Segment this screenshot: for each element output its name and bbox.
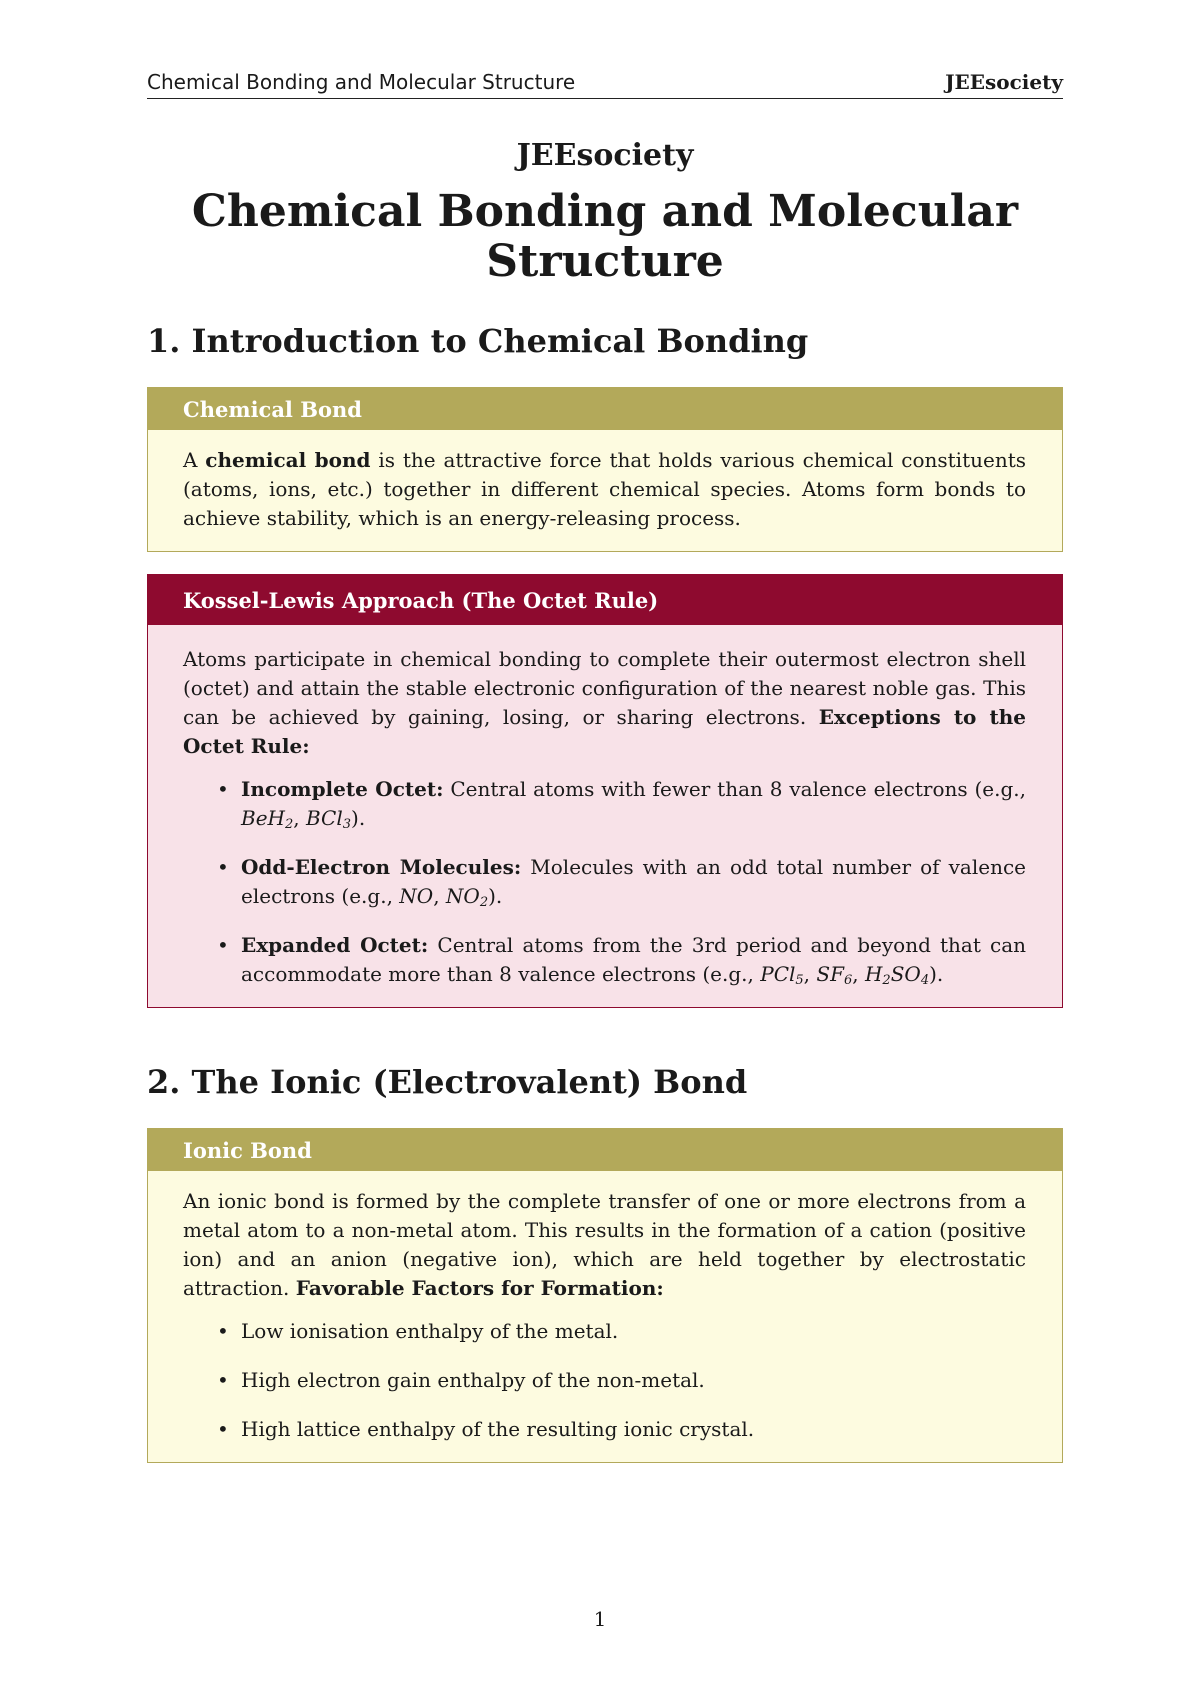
bullet-icon: • [217, 777, 229, 801]
section-heading-introduction: 1. Introduction to Chemical Bonding [147, 322, 809, 360]
list-item: • Incomplete Octet: Central atoms with fewer than 8 valence electrons (e.g., BeH$_2$, BCl$_3$). [217, 777, 1027, 832]
chemical-bond-box-title: Chemical Bond [148, 388, 1062, 430]
list-item-text: Low ionisation enthalpy of the metal. [241, 1319, 619, 1343]
section-heading-ionic-bond: 2. The Ionic (Electrovalent) Bond [147, 1063, 748, 1101]
ionic-bond-text: An ionic bond is formed by the complete transfer of one or more electrons from a metal atom to a non-metal atom. This results in the formation of a cation (positive ion) and an anion (negative ion), which are held together by electrostatic attraction. [183, 1189, 1026, 1300]
octet-exceptions-label: Exceptions to the Octet Rule: [183, 705, 1026, 758]
list-item [183, 1366, 1026, 1395]
page-title-line-2: Structure [486, 236, 724, 287]
page-title-line-1: Chemical Bonding and Molecular [191, 186, 1019, 237]
list-item-text: Molecules with an odd total number of valence electrons (e.g., [241, 855, 1026, 908]
bullet-icon: • [217, 1319, 229, 1343]
bullet-icon: • [217, 1417, 229, 1441]
ionic-bond-box-body [148, 1171, 1062, 1462]
list-item-text: Central atoms with fewer than 8 valence electrons (e.g., [450, 777, 1027, 801]
kossel-lewis-box-body [148, 625, 1062, 1007]
header-document-title: Chemical Bonding and Molecular Structure [147, 70, 576, 94]
list-item-text: High lattice enthalpy of the resulting ionic crystal. [241, 1417, 755, 1441]
kossel-lewis-paragraph [183, 645, 1026, 761]
running-header [147, 70, 1063, 99]
list-item: • Expanded Octet: Central atoms from the 3rd period and beyond that can accommodate more than 8 valence electrons (e.g., PCl$_5$, $SF_6$, $H_2SO_4$). [217, 933, 1027, 988]
list-item [183, 1317, 1026, 1346]
formula-no: NO [399, 884, 434, 908]
kossel-lewis-box [147, 574, 1063, 1008]
ionic-bond-box-title: Ionic Bond [148, 1129, 1062, 1171]
header-brand: JEEsociety [945, 70, 1063, 94]
bullet-icon: • [217, 933, 229, 957]
kossel-lewis-text: Atoms participate in chemical bonding to complete their outermost electron shell (octet) and attain the stable electronic configuration of the nearest noble gas. This can be achieved by gaining, losing, or sharing electrons. [183, 647, 1026, 729]
octet-exceptions-list [183, 775, 1026, 989]
page-title [147, 187, 1063, 287]
formula-h2so4: $H_2SO_4$ [864, 962, 930, 988]
chemical-bond-text-start: A [183, 448, 206, 472]
list-item-text: High electron gain enthalpy of the non-metal. [241, 1368, 705, 1392]
chemical-bond-box-body [148, 430, 1062, 551]
ionic-bond-box [147, 1128, 1063, 1463]
bullet-icon: • [217, 1368, 229, 1392]
formula-beh2: BeH$_2$ [241, 806, 294, 832]
chemical-bond-box [147, 387, 1063, 552]
list-item [183, 1415, 1026, 1444]
list-item-label: Odd-Electron Molecules: [241, 855, 522, 879]
list-item-text: Central atoms from the 3rd period and beyond that can accommodate more than 8 valence electrons (e.g., [241, 933, 1027, 986]
formula-pcl5: PCl$_5$ [760, 962, 804, 988]
ionic-bond-paragraph [183, 1187, 1026, 1303]
page-number: 1 [593, 1607, 607, 1631]
chemical-bond-text-rest: is the attractive force that holds various chemical constituents (atoms, ions, etc.) together in different chemical species. Atoms form bonds to achieve stability, which is an energy-releasing process. [183, 448, 1026, 530]
formula-no2: $NO_2$ [445, 884, 489, 910]
list-item: • Odd-Electron Molecules: Molecules with an odd total number of valence electrons (e.g., NO, $NO_2$). [217, 855, 1026, 910]
chemical-bond-term: chemical bond [205, 448, 371, 472]
kossel-lewis-box-title: Kossel-Lewis Approach (The Octet Rule) [148, 575, 1062, 625]
favorable-factors-list [183, 1317, 1026, 1444]
favorable-factors-label: Favorable Factors for Formation: [295, 1276, 664, 1300]
formula-sf6: $SF_6$ [816, 962, 853, 988]
title-block [147, 138, 1063, 287]
list-item-label: Expanded Octet: [241, 933, 429, 957]
society-name: JEEsociety [516, 138, 694, 173]
bullet-icon: • [217, 855, 229, 879]
list-item-label: Incomplete Octet: [241, 777, 444, 801]
formula-bcl3: BCl$_3$ [305, 806, 352, 832]
